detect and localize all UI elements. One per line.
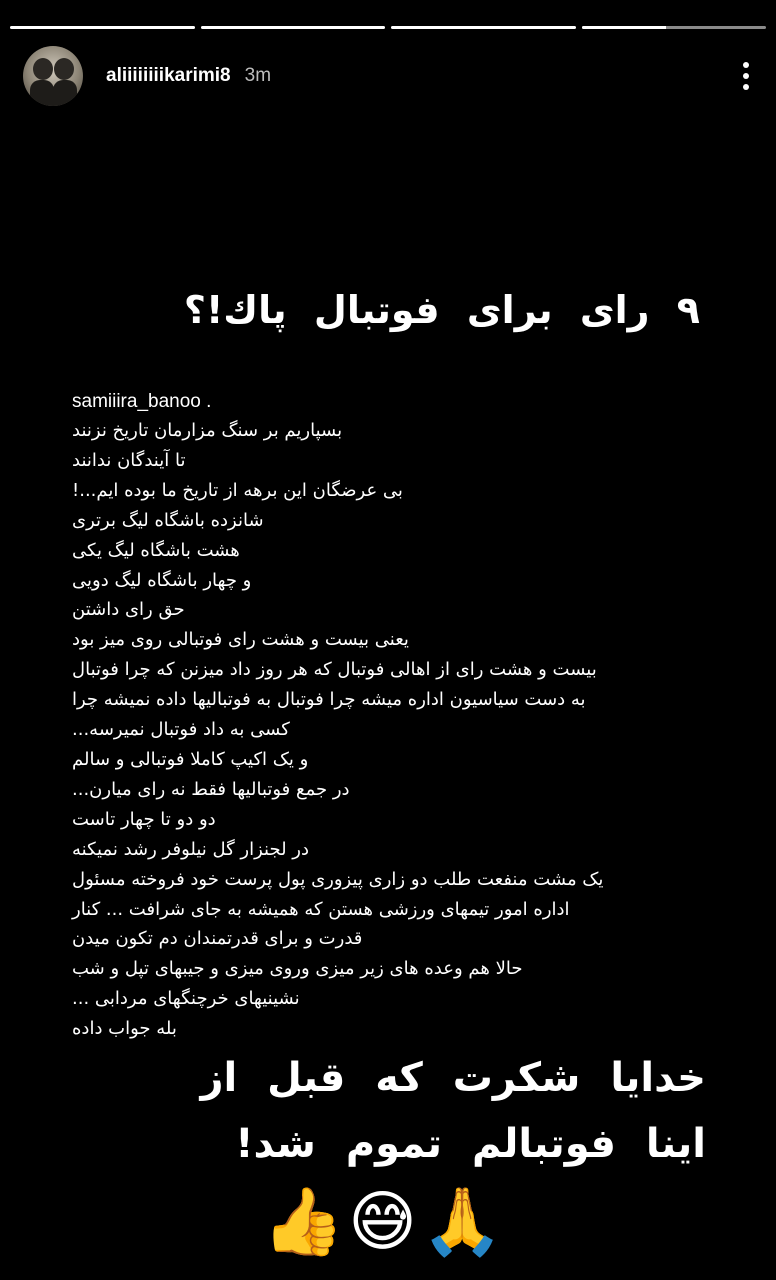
caption-line: دو دو تا چهار تاست (72, 808, 216, 830)
caption-line: تا آیندگان ندانند (72, 449, 186, 471)
closing-text (60, 1045, 706, 1177)
caption-line: بسپاریم بر سنگ مزارمان تاریخ نزنند (72, 420, 343, 441)
story-header (23, 46, 756, 106)
progress-segment (201, 26, 386, 29)
caption-line: یعنی بیست و هشت رای فوتبالی روی میز بود (72, 629, 409, 651)
caption-line: اداره امور تیمهای ورزشی هستن که همیشه به جای شرافت ... کنار (72, 898, 570, 920)
vertical-ellipsis-icon[interactable] (736, 62, 756, 90)
post-time: 3m (244, 65, 272, 86)
caption-line: هشت باشگاه لیگ یکی (72, 539, 240, 561)
caption-line: در لجنزار گل نیلوفر رشد نمیکنه (72, 838, 310, 860)
caption-line: بله جواب داده (72, 1018, 177, 1040)
caption-line: حالا هم وعده های زیر میزی وروی میزی و جیبهای تپل و شب (72, 958, 523, 980)
avatar[interactable] (23, 46, 83, 106)
story-title: ۹ رای برای فوتبال پاك!؟ (183, 288, 700, 332)
caption-line: و چهار باشگاه لیگ دویی (72, 569, 252, 591)
caption-line: حق رای داشتن (72, 599, 185, 621)
closing-line: اینا فوتبالم تموم شد! (235, 1121, 706, 1167)
username[interactable]: aliiiiiiiikarimi8 (106, 65, 231, 86)
story-progress-bar (10, 26, 766, 29)
caption-line: قدرت و برای قدرتمندان دم تکون میدن (72, 928, 363, 950)
caption-line: نشینیهای خرچنگهای مردابی ... (72, 988, 300, 1010)
progress-segment (582, 26, 767, 29)
progress-segment (391, 26, 576, 29)
caption-line: یک مشت منفعت طلب دو زاری پیزوری پول پرست خود فروخته مسئول (72, 868, 604, 890)
caption-line: بیست و هشت رای از اهالی فوتبال که هر روز داد میزنن که چرا فوتبال (72, 659, 597, 681)
caption-line: به دست سیاسیون اداره میشه چرا فوتبال به فوتبالیها داده نمیشه چرا (72, 689, 586, 711)
caption-line: کسی به داد فوتبال نمیرسه... (72, 719, 290, 741)
quoted-caption (72, 388, 722, 1044)
caption-line: بی عرضگان این برهه از تاریخ ما بوده ایم...! (72, 479, 403, 501)
closing-line: خدایا شکرت که قبل از (200, 1055, 706, 1101)
caption-line: در جمع فوتبالیها فقط نه رای میارن... (72, 778, 350, 800)
caption-line: شانزده باشگاه لیگ برتری (72, 509, 264, 531)
progress-segment (10, 26, 195, 29)
caption-username: samiiira_banoo . (72, 391, 212, 412)
emoji-row-icon: 👍😅🙏 (262, 1183, 508, 1260)
caption-line: و یک اکیپ کاملا فوتبالی و سالم (72, 748, 309, 770)
